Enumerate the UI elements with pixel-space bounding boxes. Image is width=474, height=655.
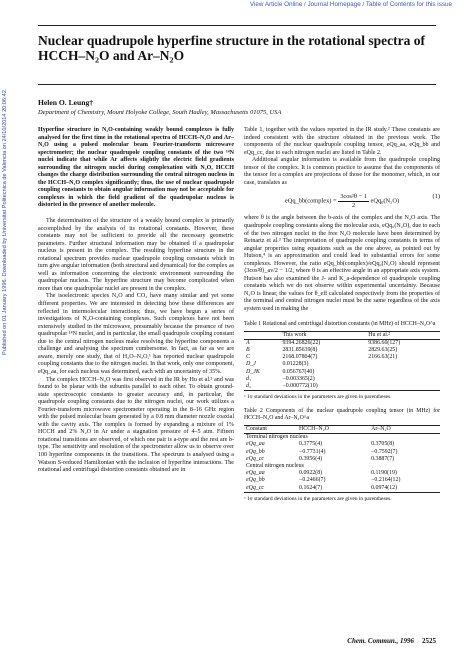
table-2-footnote: ᵃ 1σ standard deviations in the parameters are given in parentheses. bbox=[244, 495, 392, 502]
author-affiliation: Department of Chemistry, Mount Holyoke College, South Hadley, Massachusetts 01075, USA bbox=[38, 109, 282, 116]
body-paragraph: Additional angular information is available from the quadrupole coupling tensor of the complex. It is common practice to assume that the components of the tensor for a complex are projections of those for the monomer, which, in our case, translates as bbox=[244, 157, 440, 186]
column-header: Ar–N₂O bbox=[371, 426, 391, 432]
left-column bbox=[38, 127, 234, 475]
table-row: eQq_aa 0.0922(8) 0.1190(19) bbox=[246, 470, 397, 477]
table-row: D_JK 0.056767(40) bbox=[246, 368, 315, 375]
table-header-row bbox=[244, 332, 440, 340]
equation-rhs: eQq₀(N₂O) bbox=[370, 197, 400, 205]
title-rule bbox=[38, 84, 436, 85]
table-1-caption: Table 1 Rotational and centrifugal distortion constants (in MHz) of HCCH–N₂O^a bbox=[244, 320, 436, 327]
body-paragraph: The isoelectronic species N₂O and CO₂ have many similar and yet some different properties. We are interested in detecting how these differences are reflected in intermolecular interactions; thus, we have begun a series of investigations of N₂O-containing complexes. Such complexes have not been extensively studied in the microwave, presumably because the presence of two quadrupolar ¹⁴N nuclei, and in particular, the small quadrupole coupling constant due to the central nitrogen nucleus make resolving the hyperfine components a challenge and analysing the spectrum cumbersome. In fact, as far as we are aware, merely one study, that of H₂O–N₂O,¹ has reported nuclear quadrupole coupling constants due to the nitrogen nuclei. In that work, only one component, eQq_aa, for each nucleus was determined, each with an uncertainty of 35%. bbox=[38, 293, 234, 375]
table-row: eQq_cc 0.1624(7) 0.0974(12) bbox=[246, 484, 398, 491]
table-row: C 2168.07804(7) 2166.63(21) bbox=[246, 354, 398, 361]
table-row: d₂ −0.000772(10) bbox=[246, 383, 318, 389]
table-row: eQq_bb −0.2466(7) −0.2164(12) bbox=[246, 477, 401, 484]
header-links: View Article Online / Journal Homepage / Table of Contents for this issue bbox=[249, 1, 452, 8]
table-row: eQq_aa 0.3775(4) 0.3705(8) bbox=[246, 441, 395, 448]
table-row: D_J 0.01228(3) bbox=[246, 361, 309, 368]
table-row: A 9394.26826(22) 9386.60(127) bbox=[246, 339, 401, 346]
column-header: Hu et al.² bbox=[368, 331, 391, 338]
column-header: This work bbox=[282, 331, 307, 338]
column-header: HCCH–N₂O bbox=[299, 426, 329, 432]
table-row: eQq_cc 0.3956(4) 0.3887(7) bbox=[246, 455, 395, 462]
table-row: d₁ −0.003365(2) bbox=[246, 375, 315, 382]
author-name: Helen O. Leung† bbox=[38, 98, 94, 107]
right-column bbox=[244, 127, 440, 503]
article-title: Nuclear quadrupole hyperfine structure in the rotational spectra of HCCH–N₂O and Ar–N₂O bbox=[38, 33, 425, 63]
table-row: eQq_bb −0.7731(4) −0.7592(7) bbox=[246, 448, 398, 455]
table-of-contents-link[interactable]: Table of Contents for this issue bbox=[365, 1, 452, 8]
table-1-footnote: ᵃ 1σ standard deviations in the parameters are given in parentheses. bbox=[244, 394, 392, 401]
table-2-caption: Table 2 Components of the nuclear quadrupole coupling tensor (in MHz) for HCCH–N₂O and Ar–N₂O^a bbox=[244, 408, 440, 421]
page-number: 2525 bbox=[422, 637, 436, 645]
table-2 bbox=[244, 425, 440, 493]
abstract: Hyperfine structure in N₂O-containing weakly bound complexes is fully analysed for the first time in the rotational spectra of HCCH–N₂O and Ar–N₂O using a pulsed molecular beam Fourier-transform microwave spectrometer; the nuclear quadrupole coupling constants of the two ¹⁴N nuclei indicate that while Ar affects slightly the electric field gradients surrounding the nitrogen nuclei during complexation with N₂O, HCCH changes the charge distribution surrounding the central nitrogen nucleus in the HCCH–N₂O complex significantly; thus, the use of nuclear quadrupole coupling constants to obtain angular information may not be acceptable for complexes in which the field gradient of the quadrupolar nucleus is distorted in the presence of another molecule. bbox=[38, 127, 234, 209]
table-section-row: Terminal nitrogen nucleus bbox=[246, 434, 308, 441]
table-section-row: Central nitrogen nucleus bbox=[246, 463, 304, 470]
top-rule bbox=[38, 25, 436, 26]
journal-citation: Chem. Commun., 1996 bbox=[347, 637, 414, 645]
equation-denominator: 2 bbox=[351, 201, 356, 209]
body-paragraph: Table 1, together with the values reported in the IR study.² These constants are indeed consistent with the structure obtained in the previous work. The components of the nuclear quadrupole coupling tensor, eQq_aa, eQq_bb and eQq_cc, due to each nitrogen nuclei are listed in Table 2. bbox=[244, 127, 440, 156]
view-article-link[interactable]: View Article Online bbox=[249, 1, 303, 8]
table-row: B 2831.85639(8) 2829.63(25) bbox=[246, 346, 398, 353]
body-paragraph: The determination of the structure of a weakly bound complex is primarily accomplished by the analysis of its rotational constants. However, these constants may not be sufficient to provide all the necessary geometric parameters. Further structural information may be obtained if a quadrupolar nucleus is present in the complex. The resulting hyperfine structure in the rotational spectrum provides nuclear quadrupole coupling constants which in turn give angular information (both structural and dynamical) for the complex as well as information concerning the electronic environment surrounding the quadrupolar nucleus. The hyperfine structure may become complicated when more than one quadrupolar nuclei are present in the complex. bbox=[38, 218, 234, 292]
journal-homepage-link[interactable]: Journal Homepage bbox=[307, 1, 361, 8]
body-paragraph: The complex HCCH–N₂O was first observed in the IR by Hu et al.² and was found to be planar with the subunits parallel to each other. To obtain ground-state spectroscopic constants to greater accuracy and, in particular, the quadrupole coupling constants due to the nitrogen nuclei, our work utilizes a Fourier-transform microwave spectrometer operating in the 8–16 GHz region with the pulsed molecular beam generated by a 0.8 mm diameter nozzle coaxial with the cavity axis. The complex is formed by expanding a mixture of 1% HCCH and 2% N₂O in Ar under a stagnation pressure of 4–5 atm. Fifteen rotational transitions are observed, of which one pair is a-type and the rest are b-type. The sensitivity and resolution of the spectrometer allow us to observe over 100 hyperfine components in the transitions. The spectrum is analysed using a Watson S-reduced Hamiltonian with the inclusion of hyperfine interactions. The rotational and centrifugal distortion constants obtained are in bbox=[38, 376, 234, 474]
body-paragraph: where θ is the angle between the b-axis of the complex and the N₂O axis. The quadrupole coupling constants along the molecular axis, eQq₀(N₂O), due to each of the two nitrogen nuclei in the free N₂O molecule have been determined by Reinartz et al.³ The interpretation of quadrupole coupling constants in terms of angular properties using equations such as the one above, as pointed out by Hutson,⁴ is an approximation and could lead to substantial errors for some complexes. However, the ratio eQq_bb(complex)/eQq₀(N₂O) should represent ⟨3cos²θ⟩_av/2 − 1/2, where θ is an effective angle in an appropriate axis system. Hutson has also examined the J- and K_a-dependence of quadrupole coupling constants which we do not observe within experimental uncertainty. Because N₂O is linear, the values for θ_eff calculated respectively from the properties of the terminal and central nitrogen nuclei must be the same regardless of the axis system used in making the bbox=[244, 215, 440, 313]
equation-lhs: eQq_bb(complex) = bbox=[284, 197, 339, 205]
download-watermark: Published on 01 January 1996. Downloaded by Universitat Politecnica de Valencia on 24/10/2014 20:06:42. bbox=[2, 88, 8, 355]
equation-numerator: 3cos²θ − 1 bbox=[340, 193, 367, 201]
equation-1 bbox=[244, 193, 440, 209]
equation-number: (1) bbox=[432, 193, 440, 201]
column-header: Constant bbox=[246, 426, 267, 432]
table-header-row bbox=[244, 426, 440, 434]
journal-footer bbox=[347, 637, 436, 645]
table-1 bbox=[244, 331, 440, 392]
